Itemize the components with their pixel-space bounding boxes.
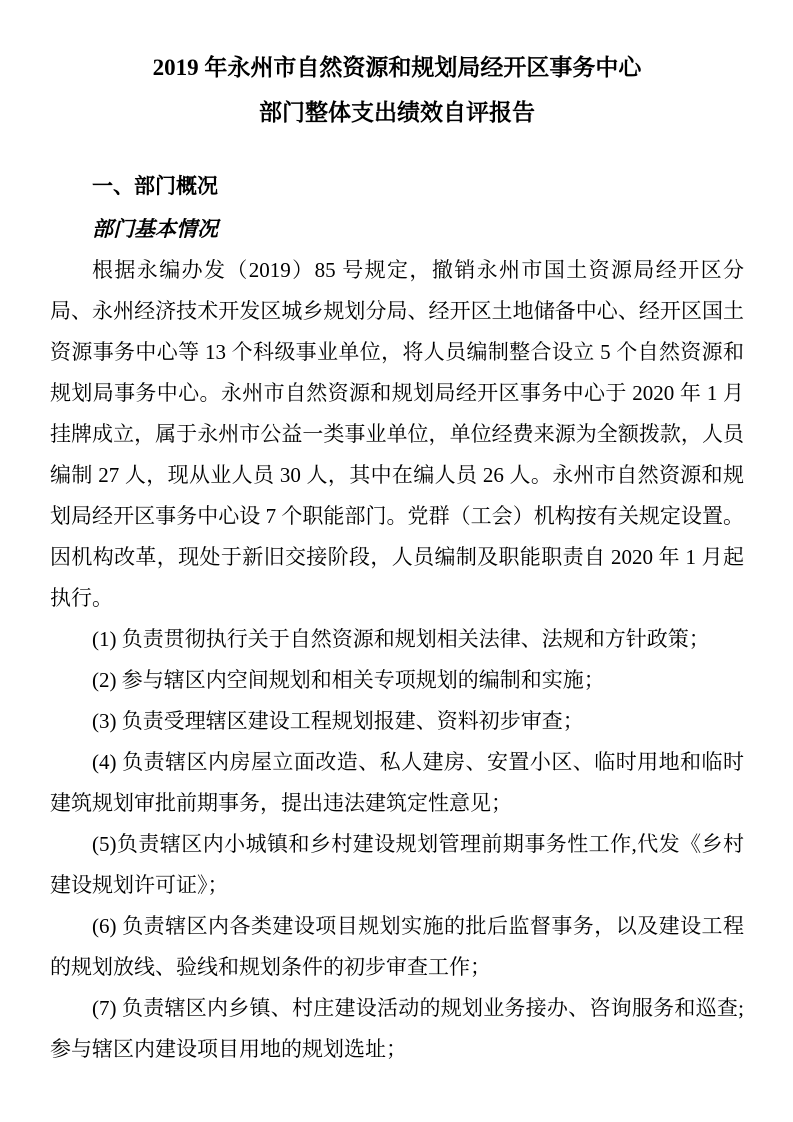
list-item-duty-5: (5)负责辖区内小城镇和乡村建设规划管理前期事务性工作,代发《乡村建设规划许可证》；: [50, 832, 744, 897]
list-item-duty-7: (7) 负责辖区内乡镇、村庄建设活动的规划业务接办、咨询服务和巡查;参与辖区内建设项目用地的规划选址；: [50, 996, 744, 1061]
list-item-duty-4: (4) 负责辖区内房屋立面改造、私人建房、安置小区、临时用地和临时建筑规划审批前期事务，提出违法建筑定性意见；: [50, 750, 744, 815]
subsection-heading: 部门基本情况: [92, 217, 218, 241]
list-item-duty-1: (1) 负责贯彻执行关于自然资源和规划相关法律、法规和方针政策；: [92, 627, 710, 651]
list-item-duty-2: (2) 参与辖区内空间规划和相关专项规划的编制和实施；: [92, 668, 605, 692]
document-title: [50, 45, 744, 135]
document-title-line2: 部门整体支出绩效自评报告: [259, 100, 535, 125]
paragraph-department-overview: 根据永编办发（2019）85 号规定，撤销永州市国土资源局经开区分局、永州经济技术开发区城乡规划分局、经开区土地储备中心、经开区国土资源事务中心等 13 个科级事业单位，将人员编制整合设立 5 个自然资源和规划局事务中心。永州市自然资源和规划局经开区事务中心于 2020 年 1 月挂牌成立，属于永州市公益一类事业单位，单位经费来源为全额拨款，人员编制 27 人，现从业人员 30 人，其中在编人员 26 人。永州市自然资源和规划局经开区事务中心设 7 个职能部门。党群（工会）机构按有关规定设置。因机构改革，现处于新旧交接阶段，人员编制及职能职责自 2020 年 1 月起执行。: [50, 258, 744, 610]
document-title-line1: 2019 年永州市自然资源和规划局经开区事务中心: [152, 55, 642, 80]
section-heading: 一、部门概况: [92, 175, 218, 198]
list-item-duty-3: (3) 负责受理辖区建设工程规划报建、资料初步审查；: [92, 709, 584, 733]
list-item-duty-6: (6) 负责辖区内各类建设项目规划实施的批后监督事务，以及建设工程的规划放线、验线和规划条件的初步审查工作；: [50, 914, 744, 979]
